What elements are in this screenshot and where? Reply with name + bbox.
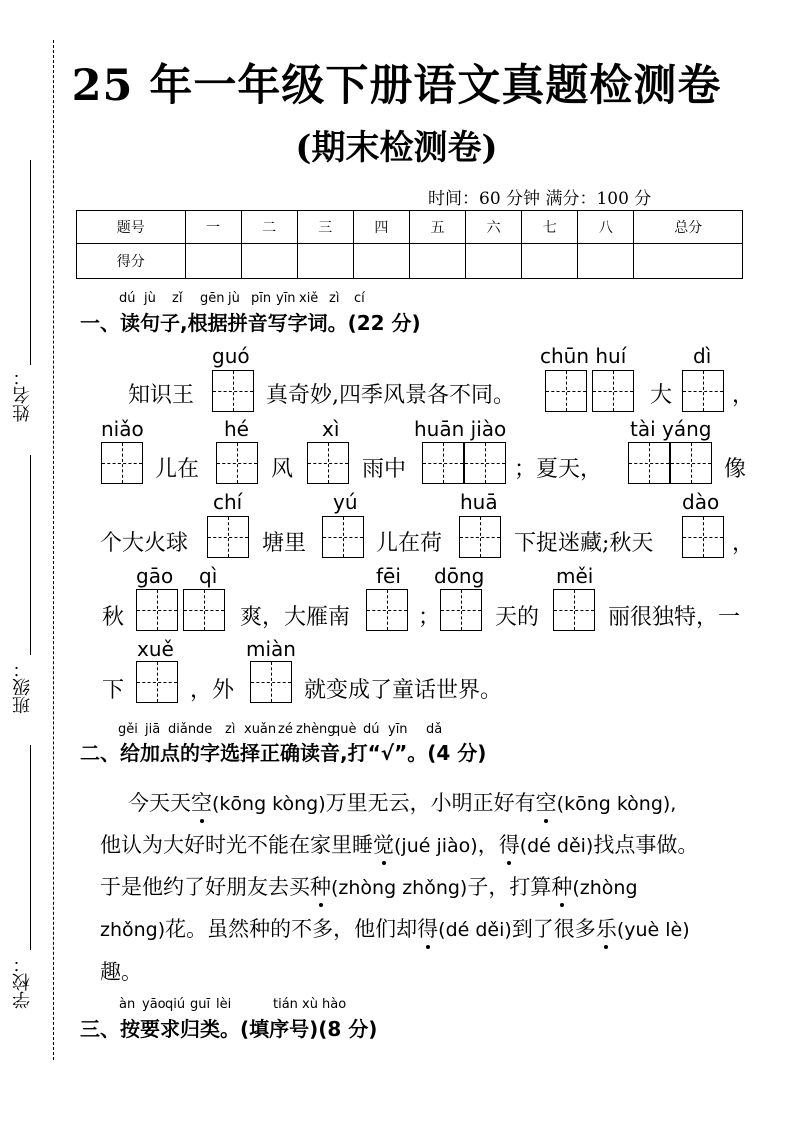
section-1-header: 一、读句子,根据拼音写字词。(22 分) <box>80 311 421 335</box>
sentence-text: 雨中 <box>362 457 407 482</box>
sentence-text: 爽，大雁南 <box>240 605 351 630</box>
answer-box[interactable] <box>216 442 258 484</box>
passage-line <box>100 829 698 859</box>
time-info: 时间：60 分钟 满分：100 分 <box>428 189 652 209</box>
header-ruby: zhèng <box>296 722 336 737</box>
dotted-char: 空 <box>536 787 557 817</box>
answer-box[interactable] <box>545 370 587 412</box>
header-ruby: zé <box>278 722 293 737</box>
pinyin-prompt: dōng <box>434 564 485 588</box>
passage-line <box>100 871 638 901</box>
sentence-text: 个大火球 <box>100 531 189 556</box>
header-ruby: cí <box>354 291 365 306</box>
sentence-text: 塘里 <box>262 531 307 556</box>
header-ruby: yīn <box>388 722 408 737</box>
table-cell: 七 <box>522 211 578 244</box>
answer-box[interactable] <box>592 370 634 412</box>
dotted-char: 觉 <box>373 829 394 859</box>
answer-box[interactable] <box>628 442 670 484</box>
pinyin-prompt: měi <box>556 564 594 588</box>
answer-box[interactable] <box>440 589 482 631</box>
passage-text: 他认为大好时光不能在家里睡 <box>100 833 373 857</box>
sentence-text: ； <box>418 605 441 630</box>
table-cell: 得分 <box>77 244 186 279</box>
header-ruby: què <box>332 722 357 737</box>
table-cell: 一 <box>185 211 241 244</box>
score-input-cell[interactable] <box>409 244 465 279</box>
answer-box[interactable] <box>670 442 712 484</box>
header-ruby: dǎ <box>426 722 443 737</box>
header-ruby: yīn <box>276 291 296 306</box>
sentence-text: ， <box>732 383 755 408</box>
answer-box[interactable] <box>183 589 225 631</box>
answer-box[interactable] <box>250 661 292 703</box>
header-ruby: àn <box>119 997 136 1012</box>
passage-text: 趣。 <box>100 960 142 984</box>
score-input-cell[interactable] <box>634 244 743 279</box>
header-ruby: zì <box>225 722 236 737</box>
table-cell: 二 <box>241 211 297 244</box>
page-title: 25 年一年级下册语文真题检测卷 <box>71 61 722 111</box>
passage-text: 花。虽然种的不多，他们却 <box>165 917 418 941</box>
sentence-text: 像 <box>724 457 747 482</box>
table-cell: 四 <box>353 211 409 244</box>
passage-text: 今天天 <box>128 791 191 815</box>
table-cell: 题号 <box>77 211 186 244</box>
dotted-char: 种 <box>310 871 331 901</box>
header-ruby: yāo <box>142 997 166 1012</box>
section-3-header: 三、按要求归类。(填序号)(8 分) <box>80 1017 378 1041</box>
passage-line <box>128 787 676 817</box>
header-ruby: dú <box>119 291 136 306</box>
pinyin-prompt: huā <box>460 490 498 514</box>
passage-text: ， <box>477 833 499 857</box>
answer-box[interactable] <box>553 589 595 631</box>
pinyin-prompt: chí <box>213 490 243 514</box>
sentence-text: 就变成了童话世界。 <box>304 678 503 703</box>
passage-text: 找点事做。 <box>593 833 699 857</box>
header-ruby: jù <box>228 291 240 306</box>
sentence-text: ，外 <box>190 678 235 703</box>
score-input-cell[interactable] <box>466 244 522 279</box>
answer-box[interactable] <box>136 661 178 703</box>
dotted-char: 乐 <box>596 913 617 943</box>
header-ruby: zì <box>329 291 340 306</box>
sentence-text: 下捉迷藏;秋天 <box>514 531 654 556</box>
name-blank-line[interactable] <box>30 160 31 365</box>
school-label: 学校： <box>12 955 33 1009</box>
score-input-cell[interactable] <box>241 244 297 279</box>
sentence-text: 天的 <box>495 605 540 630</box>
school-blank-line[interactable] <box>30 745 31 950</box>
sentence-text: 真奇妙,四季风景各不同。 <box>266 383 515 408</box>
header-ruby: jiā <box>145 722 161 737</box>
section-2-header: 二、给加点的字选择正确读音,打“√”。(4 分) <box>80 741 487 765</box>
page-subtitle: (期末检测卷) <box>295 128 498 168</box>
header-ruby: xiě <box>299 291 319 306</box>
dotted-char: 得 <box>417 913 438 943</box>
class-blank-line[interactable] <box>30 455 31 655</box>
header-ruby: de <box>196 722 213 737</box>
name-label: 姓名： <box>12 368 33 422</box>
table-cell: 三 <box>297 211 353 244</box>
pinyin-choice[interactable]: (zhòng <box>572 877 638 899</box>
header-ruby: gěi <box>118 722 138 737</box>
sentence-text: 丽很独特，一 <box>608 605 741 630</box>
score-input-cell[interactable] <box>297 244 353 279</box>
pinyin-choice[interactable]: (dé děi) <box>438 919 512 941</box>
pinyin-choice[interactable]: (yuè lè) <box>616 919 690 941</box>
pinyin-prompt: dì <box>693 344 712 368</box>
header-ruby: pīn <box>251 291 272 306</box>
pinyin-prompt: fēi <box>376 564 401 588</box>
answer-box[interactable] <box>459 516 501 558</box>
pinyin-choice[interactable]: zhǒng) <box>100 919 166 941</box>
header-ruby: gēn <box>200 291 225 306</box>
pinyin-choice[interactable]: (zhòng zhǒng) <box>331 877 468 899</box>
passage-line <box>100 956 142 986</box>
passage-line <box>100 913 690 943</box>
answer-box[interactable] <box>101 442 143 484</box>
header-ruby: guī <box>190 997 211 1012</box>
answer-box[interactable] <box>682 370 724 412</box>
answer-box[interactable] <box>366 589 408 631</box>
header-ruby: qiú <box>165 997 186 1012</box>
pinyin-prompt: miàn <box>246 637 296 661</box>
score-input-cell[interactable] <box>522 244 578 279</box>
dotted-char: 空 <box>191 787 212 817</box>
sentence-text: ， <box>732 531 755 556</box>
score-table-header-row <box>77 211 743 244</box>
class-label: 班级： <box>12 660 33 714</box>
pinyin-choice[interactable]: (dé děi) <box>519 835 594 857</box>
header-ruby: xuǎn <box>244 722 277 737</box>
score-input-cell[interactable] <box>578 244 634 279</box>
sentence-text: 儿在 <box>155 457 200 482</box>
pinyin-prompt: xuě <box>137 637 174 661</box>
passage-text: 到了很多 <box>511 917 596 941</box>
answer-box[interactable] <box>682 516 724 558</box>
pinyin-prompt: tài yáng <box>630 417 712 441</box>
header-ruby: xù <box>302 997 318 1012</box>
pinyin-prompt: gāo <box>136 564 174 588</box>
header-ruby: lèi <box>216 997 232 1012</box>
answer-box[interactable] <box>422 442 464 484</box>
header-ruby: dú <box>363 722 380 737</box>
pinyin-prompt: xì <box>322 417 340 441</box>
pinyin-prompt: qì <box>199 564 218 588</box>
pinyin-prompt: niǎo <box>101 417 144 441</box>
sentence-text: 大 <box>650 383 673 408</box>
header-ruby: tián <box>273 997 298 1012</box>
header-ruby: zǐ <box>172 291 183 306</box>
pinyin-choice[interactable]: (jué jiào) <box>394 835 478 857</box>
pinyin-choice[interactable]: (kōng kòng), <box>556 793 677 815</box>
pinyin-prompt: yú <box>333 490 358 514</box>
sentence-text: 风 <box>271 457 294 482</box>
pinyin-prompt: hé <box>224 417 249 441</box>
answer-box[interactable] <box>322 516 364 558</box>
table-cell: 五 <box>409 211 465 244</box>
passage-text: 于是他约了好朋友去买 <box>100 875 310 899</box>
table-cell: 八 <box>578 211 634 244</box>
pinyin-prompt: guó <box>212 344 250 368</box>
pinyin-prompt: chūn huí <box>540 344 627 368</box>
header-ruby: hào <box>322 997 347 1012</box>
dotted-char: 得 <box>499 829 520 859</box>
pinyin-prompt: huān jiào <box>414 417 507 441</box>
answer-box[interactable] <box>307 442 349 484</box>
sentence-text: 秋 <box>102 605 125 630</box>
sentence-text: 儿在荷 <box>376 531 443 556</box>
score-table <box>76 210 743 279</box>
answer-box[interactable] <box>136 589 178 631</box>
answer-box[interactable] <box>464 442 506 484</box>
answer-box[interactable] <box>207 516 249 558</box>
header-ruby: diǎn <box>168 722 197 737</box>
sentence-text: 知识王 <box>128 383 195 408</box>
answer-box[interactable] <box>212 370 254 412</box>
pinyin-prompt: dào <box>682 490 720 514</box>
sentence-text: ；夏天， <box>514 457 603 482</box>
pinyin-choice[interactable]: (kōng kòng) <box>212 793 326 815</box>
score-table-score-row <box>77 244 743 279</box>
header-ruby: jù <box>144 291 156 306</box>
dotted-char: 种 <box>551 871 572 901</box>
score-input-cell[interactable] <box>353 244 409 279</box>
sentence-text: 下 <box>102 678 125 703</box>
table-cell: 六 <box>466 211 522 244</box>
passage-text: 万里无云，小明正好有 <box>325 791 536 815</box>
score-input-cell[interactable] <box>185 244 241 279</box>
binding-dashed-line <box>53 40 54 1060</box>
table-cell: 总分 <box>634 211 743 244</box>
passage-text: 子，打算 <box>467 875 552 899</box>
